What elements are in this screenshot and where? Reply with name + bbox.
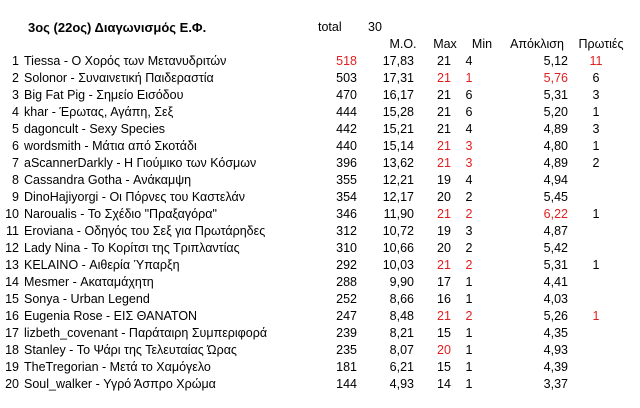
max-cell: 15 bbox=[437, 360, 451, 374]
total-value: 30 bbox=[368, 20, 382, 34]
total-cell: 440 bbox=[336, 139, 357, 153]
rank-cell: 18 bbox=[5, 343, 19, 357]
min-cell: 1 bbox=[465, 343, 473, 357]
table-row bbox=[0, 121, 640, 138]
average-cell: 15,21 bbox=[382, 122, 414, 136]
average-cell: 10,72 bbox=[382, 224, 414, 238]
deviation-cell: 4,03 bbox=[543, 292, 568, 306]
rank-cell: 17 bbox=[5, 326, 19, 340]
max-cell: 19 bbox=[437, 224, 451, 238]
table-row bbox=[0, 274, 640, 291]
table-row bbox=[0, 291, 640, 308]
deviation-cell: 5,26 bbox=[543, 309, 568, 323]
average-cell: 17,83 bbox=[382, 54, 414, 68]
entry-name-cell: Lady Nina - Το Κορίτσι της Τριπλαντίας bbox=[24, 241, 240, 255]
firsts-cell: 1 bbox=[592, 139, 600, 153]
firsts-cell: 3 bbox=[592, 88, 600, 102]
entry-name-cell: Eugenia Rose - ΕΙΣ ΘΑΝΑΤΟΝ bbox=[24, 309, 198, 323]
average-cell: 15,14 bbox=[382, 139, 414, 153]
min-cell: 2 bbox=[465, 258, 473, 272]
entry-name-cell: aScannerDarkly - Η Γιούμικο των Κόσμων bbox=[24, 156, 257, 170]
deviation-cell: 3,37 bbox=[543, 377, 568, 391]
table-row bbox=[0, 342, 640, 359]
table-row bbox=[0, 70, 640, 87]
average-cell: 10,66 bbox=[382, 241, 414, 255]
total-cell: 252 bbox=[336, 292, 357, 306]
min-cell: 2 bbox=[465, 241, 473, 255]
entry-name-cell: Tiessa - Ο Χορός των Μετανυδριτών bbox=[24, 54, 227, 68]
entry-name-cell: DinoHajiyorgi - Οι Πόρνες του Καστελάν bbox=[24, 190, 246, 204]
min-cell: 6 bbox=[465, 105, 473, 119]
deviation-cell: 5,20 bbox=[543, 105, 568, 119]
entry-name-cell: Soul_walker - Υγρό Άσπρο Χρώμα bbox=[24, 377, 216, 391]
entry-name-cell: Sonya - Urban Legend bbox=[24, 292, 150, 306]
total-cell: 239 bbox=[336, 326, 357, 340]
max-cell: 21 bbox=[437, 105, 451, 119]
deviation-cell: 4,35 bbox=[543, 326, 568, 340]
table-row bbox=[0, 138, 640, 155]
total-cell: 292 bbox=[336, 258, 357, 272]
table-row bbox=[0, 240, 640, 257]
total-cell: 518 bbox=[336, 54, 357, 68]
min-cell: 1 bbox=[465, 71, 473, 85]
min-cell: 1 bbox=[465, 292, 473, 306]
max-cell: 21 bbox=[437, 122, 451, 136]
rank-cell: 11 bbox=[6, 224, 19, 238]
rank-cell: 12 bbox=[5, 241, 19, 255]
entry-name-cell: TheTregorian - Μετά το Χαμόγελο bbox=[24, 360, 211, 374]
rank-cell: 3 bbox=[12, 88, 19, 102]
total-label: total bbox=[318, 20, 342, 34]
rank-cell: 16 bbox=[5, 309, 19, 323]
total-cell: 288 bbox=[336, 275, 357, 289]
rank-cell: 15 bbox=[5, 292, 19, 306]
deviation-cell: 4,41 bbox=[543, 275, 568, 289]
max-cell: 21 bbox=[437, 207, 451, 221]
entry-name-cell: wordsmith - Μάτια από Σκοτάδι bbox=[24, 139, 197, 153]
deviation-cell: 6,22 bbox=[543, 207, 568, 221]
average-cell: 8,07 bbox=[389, 343, 414, 357]
average-cell: 8,66 bbox=[389, 292, 414, 306]
max-cell: 14 bbox=[437, 377, 451, 391]
table-row bbox=[0, 359, 640, 376]
rank-cell: 6 bbox=[12, 139, 19, 153]
min-cell: 3 bbox=[465, 156, 473, 170]
column-header-deviation: Απόκλιση bbox=[510, 37, 564, 51]
rank-cell: 5 bbox=[12, 122, 19, 136]
min-cell: 1 bbox=[465, 360, 473, 374]
average-cell: 6,21 bbox=[389, 360, 414, 374]
rank-cell: 1 bbox=[12, 54, 19, 68]
rank-cell: 8 bbox=[12, 173, 19, 187]
rank-cell: 19 bbox=[5, 360, 19, 374]
entry-name-cell: dagoncult - Sexy Species bbox=[24, 122, 166, 136]
total-cell: 355 bbox=[336, 173, 357, 187]
deviation-cell: 5,31 bbox=[543, 258, 568, 272]
max-cell: 20 bbox=[437, 241, 451, 255]
table-row bbox=[0, 87, 640, 104]
firsts-cell: 1 bbox=[592, 105, 600, 119]
max-cell: 21 bbox=[437, 88, 451, 102]
deviation-cell: 5,76 bbox=[543, 71, 568, 85]
average-cell: 12,17 bbox=[382, 190, 414, 204]
results-table bbox=[0, 53, 640, 393]
min-cell: 2 bbox=[465, 190, 473, 204]
average-cell: 15,28 bbox=[382, 105, 414, 119]
average-cell: 9,90 bbox=[389, 275, 414, 289]
total-cell: 312 bbox=[336, 224, 357, 238]
entry-name-cell: Solonor - Συναινετική Παιδεραστία bbox=[24, 71, 214, 85]
min-cell: 3 bbox=[465, 139, 473, 153]
max-cell: 21 bbox=[437, 156, 451, 170]
rank-cell: 14 bbox=[5, 275, 19, 289]
table-row bbox=[0, 189, 640, 206]
entry-name-cell: Cassandra Gotha - Ανάκαμψη bbox=[24, 173, 192, 187]
max-cell: 21 bbox=[437, 309, 451, 323]
min-cell: 4 bbox=[465, 54, 473, 68]
average-cell: 4,93 bbox=[389, 377, 414, 391]
entry-name-cell: Narοualis - Το Σχέδιο "Πραξαγόρα" bbox=[24, 207, 217, 221]
rank-cell: 13 bbox=[5, 258, 19, 272]
table-row bbox=[0, 325, 640, 342]
min-cell: 2 bbox=[465, 207, 473, 221]
table-row bbox=[0, 308, 640, 325]
rank-cell: 20 bbox=[5, 377, 19, 391]
min-cell: 3 bbox=[465, 224, 473, 238]
table-row bbox=[0, 155, 640, 172]
rank-cell: 10 bbox=[5, 207, 19, 221]
min-cell: 6 bbox=[465, 88, 473, 102]
total-cell: 247 bbox=[336, 309, 357, 323]
entry-name-cell: lizbeth_covenant - Παράταιρη Συμπεριφορά bbox=[24, 326, 268, 340]
max-cell: 21 bbox=[437, 54, 451, 68]
firsts-cell: 11 bbox=[589, 54, 603, 68]
total-cell: 444 bbox=[336, 105, 357, 119]
average-cell: 17,31 bbox=[382, 71, 414, 85]
entry-name-cell: KELAINO - Αιθερία Ύπαρξη bbox=[24, 258, 180, 272]
min-cell: 4 bbox=[465, 173, 473, 187]
column-header-average: Μ.Ο. bbox=[389, 37, 417, 51]
deviation-cell: 4,80 bbox=[543, 139, 568, 153]
max-cell: 16 bbox=[437, 292, 451, 306]
total-cell: 181 bbox=[336, 360, 357, 374]
column-header-min: Min bbox=[471, 37, 493, 51]
firsts-cell: 2 bbox=[592, 156, 600, 170]
min-cell: 1 bbox=[465, 275, 473, 289]
deviation-cell: 4,89 bbox=[543, 156, 568, 170]
entry-name-cell: khar - Έρωτας, Αγάπη, Σεξ bbox=[24, 105, 174, 119]
total-cell: 235 bbox=[336, 343, 357, 357]
deviation-cell: 5,45 bbox=[543, 190, 568, 204]
total-cell: 310 bbox=[336, 241, 357, 255]
deviation-cell: 4,89 bbox=[543, 122, 568, 136]
rank-cell: 7 bbox=[12, 156, 19, 170]
firsts-cell: 1 bbox=[592, 207, 600, 221]
total-cell: 354 bbox=[336, 190, 357, 204]
deviation-cell: 4,87 bbox=[543, 224, 568, 238]
average-cell: 12,21 bbox=[382, 173, 414, 187]
firsts-cell: 6 bbox=[592, 71, 600, 85]
total-cell: 396 bbox=[336, 156, 357, 170]
table-row bbox=[0, 104, 640, 121]
min-cell: 4 bbox=[465, 122, 473, 136]
max-cell: 19 bbox=[437, 173, 451, 187]
table-row bbox=[0, 53, 640, 70]
max-cell: 21 bbox=[437, 139, 451, 153]
deviation-cell: 4,39 bbox=[543, 360, 568, 374]
rank-cell: 4 bbox=[12, 105, 19, 119]
firsts-cell: 1 bbox=[592, 258, 600, 272]
total-cell: 503 bbox=[336, 71, 357, 85]
min-cell: 2 bbox=[465, 309, 473, 323]
rank-cell: 2 bbox=[12, 71, 19, 85]
entry-name-cell: Big Fat Pig - Σημείο Εισόδου bbox=[24, 88, 184, 102]
firsts-cell: 1 bbox=[592, 309, 600, 323]
max-cell: 17 bbox=[437, 275, 451, 289]
table-row bbox=[0, 376, 640, 393]
average-cell: 8,48 bbox=[389, 309, 414, 323]
max-cell: 20 bbox=[437, 343, 451, 357]
table-row bbox=[0, 172, 640, 189]
entry-name-cell: Eroviana - Οδηγός του Σεξ για Πρωτάρηδες bbox=[24, 224, 266, 238]
entry-name-cell: Mesmer - Ακαταμάχητη bbox=[24, 275, 154, 289]
max-cell: 20 bbox=[437, 190, 451, 204]
average-cell: 13,62 bbox=[382, 156, 414, 170]
average-cell: 10,03 bbox=[382, 258, 414, 272]
deviation-cell: 5,12 bbox=[543, 54, 568, 68]
max-cell: 21 bbox=[437, 71, 451, 85]
table-row bbox=[0, 257, 640, 274]
column-header-max: Max bbox=[433, 37, 457, 51]
table-row bbox=[0, 206, 640, 223]
total-cell: 144 bbox=[336, 377, 357, 391]
max-cell: 21 bbox=[437, 258, 451, 272]
total-cell: 346 bbox=[336, 207, 357, 221]
table-row bbox=[0, 223, 640, 240]
deviation-cell: 5,42 bbox=[543, 241, 568, 255]
average-cell: 16,17 bbox=[382, 88, 414, 102]
min-cell: 1 bbox=[465, 377, 473, 391]
page-title: 3ος (22ος) Διαγωνισμός Ε.Φ. bbox=[28, 20, 207, 35]
min-cell: 1 bbox=[465, 326, 473, 340]
firsts-cell: 3 bbox=[592, 122, 600, 136]
rank-cell: 9 bbox=[12, 190, 19, 204]
average-cell: 11,90 bbox=[383, 207, 414, 221]
total-cell: 470 bbox=[336, 88, 357, 102]
deviation-cell: 4,93 bbox=[543, 343, 568, 357]
entry-name-cell: Stanley - Το Ψάρι της Τελευταίας Ώρας bbox=[24, 343, 237, 357]
deviation-cell: 5,31 bbox=[543, 88, 568, 102]
total-cell: 442 bbox=[336, 122, 357, 136]
max-cell: 15 bbox=[437, 326, 451, 340]
column-header-firsts: Πρωτιές bbox=[578, 37, 624, 51]
deviation-cell: 4,94 bbox=[543, 173, 568, 187]
average-cell: 8,21 bbox=[389, 326, 414, 340]
